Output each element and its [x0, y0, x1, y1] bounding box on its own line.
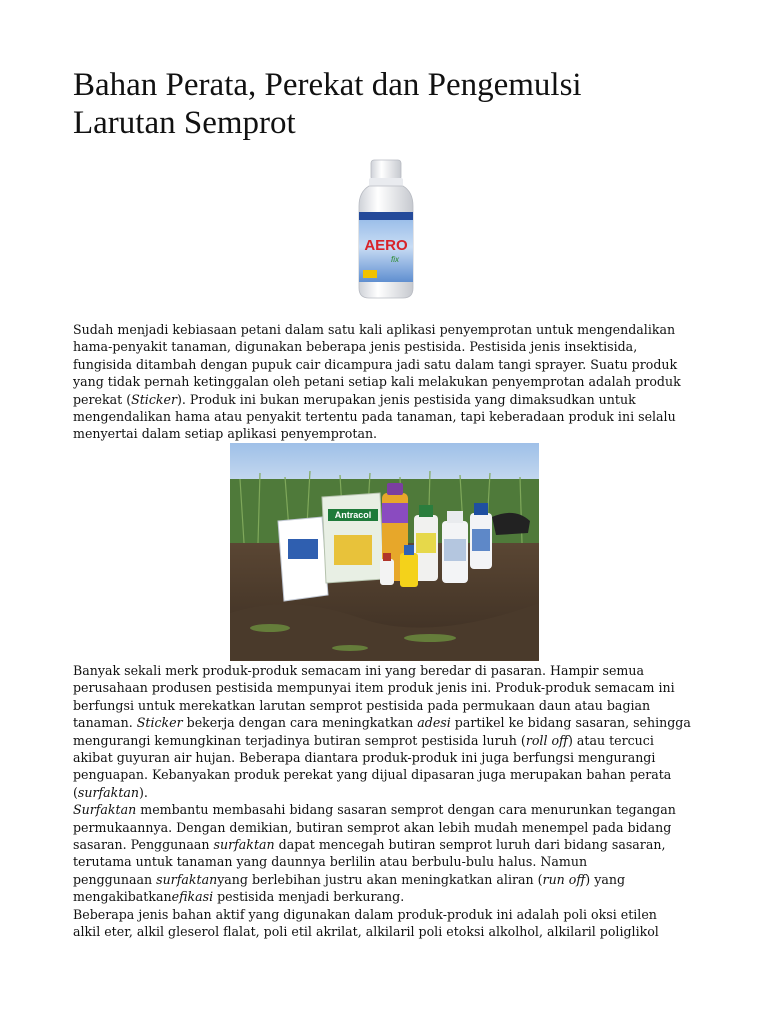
- text-line: perekat (: [73, 391, 132, 407]
- text-line: [73, 732, 693, 749]
- package-brand: Antracol: [334, 510, 372, 520]
- text-line: ).: [139, 784, 148, 800]
- text-line: ). Produk ini bukan merupakan jenis pestisida yang dimaksudkan untuk: [176, 391, 636, 407]
- text-line: membantu membasahi bidang sasaran semprot dengan cara menurunkan tegangan: [136, 802, 676, 818]
- paragraph-body: [73, 662, 693, 941]
- text-line: bekerja dengan cara meningkatkan: [182, 715, 418, 731]
- text-line: menyertai dalam setiap aplikasi penyemprotan.: [73, 426, 378, 442]
- text-line: terutama untuk tanaman yang daunnya berlilin atau berbulu-bulu halus. Namun: [73, 854, 588, 870]
- text-line: alkil eter, alkil gleserol flalat, poli etil akrilat, alkilaril poli etoksi alkolhol, alkilaril poliglikol: [73, 924, 659, 940]
- text-line: [73, 801, 693, 818]
- text-line: [73, 888, 693, 905]
- text-line: ) yang: [585, 871, 626, 887]
- text-line: akibat guyuran air hujan. Beberapa diantara produk-produk ini juga berfungsi mengurangi: [73, 750, 656, 766]
- text-line: perusahaan produsen pestisida mempunyai item produk jenis ini. Produk-produk semacam ini: [73, 680, 675, 696]
- text-line: adesi: [417, 715, 451, 731]
- title-line-1: Bahan Perata, Perekat dan Pengemulsi: [73, 67, 582, 103]
- text-line: yang berlebihan justru akan meningkatkan aliran (: [217, 871, 543, 887]
- text-line: [73, 784, 693, 801]
- text-line: Sudah menjadi kebiasaan petani dalam satu kali aplikasi penyemprotan untuk mengendalikan: [73, 322, 676, 337]
- text-line: surfaktan: [213, 837, 275, 853]
- text-line: permukaannya. Dengan demikian, butiran semprot akan lebih mudah menempel pada bidang: [73, 819, 672, 835]
- text-line: yang tidak pernah ketinggalan oleh petani setiap kali melakukan penyemprotan adalah produk: [73, 374, 681, 390]
- text-line: efikasi: [171, 889, 214, 905]
- text-line: mengurangi kemungkinan terjadinya butiran semprot pestisida luruh (: [73, 732, 526, 748]
- text-line: dapat mencegah butiran semprot luruh dari bidang sasaran,: [274, 837, 666, 853]
- text-line: (: [73, 784, 78, 800]
- text-line: [73, 871, 693, 888]
- text-line: roll off: [525, 732, 568, 748]
- text-line: [73, 714, 693, 731]
- products-field-photo: [230, 443, 539, 661]
- text-line: berfungsi untuk merekatkan larutan semprot pestisida pada permukaan daun atau bagian: [73, 697, 651, 713]
- title-line-2: Larutan Semprot: [73, 105, 296, 141]
- text-line: surfaktan: [77, 784, 139, 800]
- text-line: hama-penyakit tanaman, digunakan beberapa jenis pestisida. Pestisida jenis insektisida,: [73, 339, 638, 355]
- document-title: [73, 66, 693, 142]
- text-line: [73, 836, 693, 853]
- text-line: mengendalikan hama atau penyakit tertentu pada tanaman, tapi keberadaan produk ini selalu: [73, 409, 676, 425]
- paragraph-intro: [73, 321, 693, 443]
- bottle-label-text: AERO: [364, 237, 408, 254]
- text-line: fungisida ditambah dengan pupuk cair dicampura jadi satu dalam tangi sprayer. Suatu produk: [73, 356, 678, 372]
- text-line: Sticker: [131, 391, 177, 407]
- text-line: pestisida menjadi berkurang.: [213, 889, 405, 905]
- product-bottle-image: [355, 158, 417, 300]
- text-line: penguapan. Kebanyakan produk perekat yang dijual dipasaran juga merupakan bahan perata: [73, 767, 672, 783]
- text-line: Surfaktan: [73, 802, 137, 818]
- text-line: [73, 391, 693, 408]
- text-line: run off: [542, 871, 586, 887]
- text-line: Sticker: [136, 715, 183, 731]
- text-line: tanaman.: [73, 715, 137, 731]
- text-line: partikel ke bidang sasaran, sehingga: [450, 715, 691, 731]
- text-line: Beberapa jenis bahan aktif yang digunakan dalam produk-produk ini adalah poli oksi etilen: [73, 906, 657, 922]
- text-line: sasaran. Penggunaan: [73, 837, 214, 853]
- text-line: surfaktan: [156, 871, 218, 887]
- text-line: penggunaan: [73, 871, 157, 887]
- text-line: ) atau tercuci: [567, 732, 654, 748]
- text-line: mengakibatkan: [73, 889, 172, 905]
- bottle-label-sub: fix: [391, 255, 399, 264]
- text-line: Banyak sekali merk produk-produk semacam ini yang beredar di pasaran. Hampir semua: [73, 663, 644, 678]
